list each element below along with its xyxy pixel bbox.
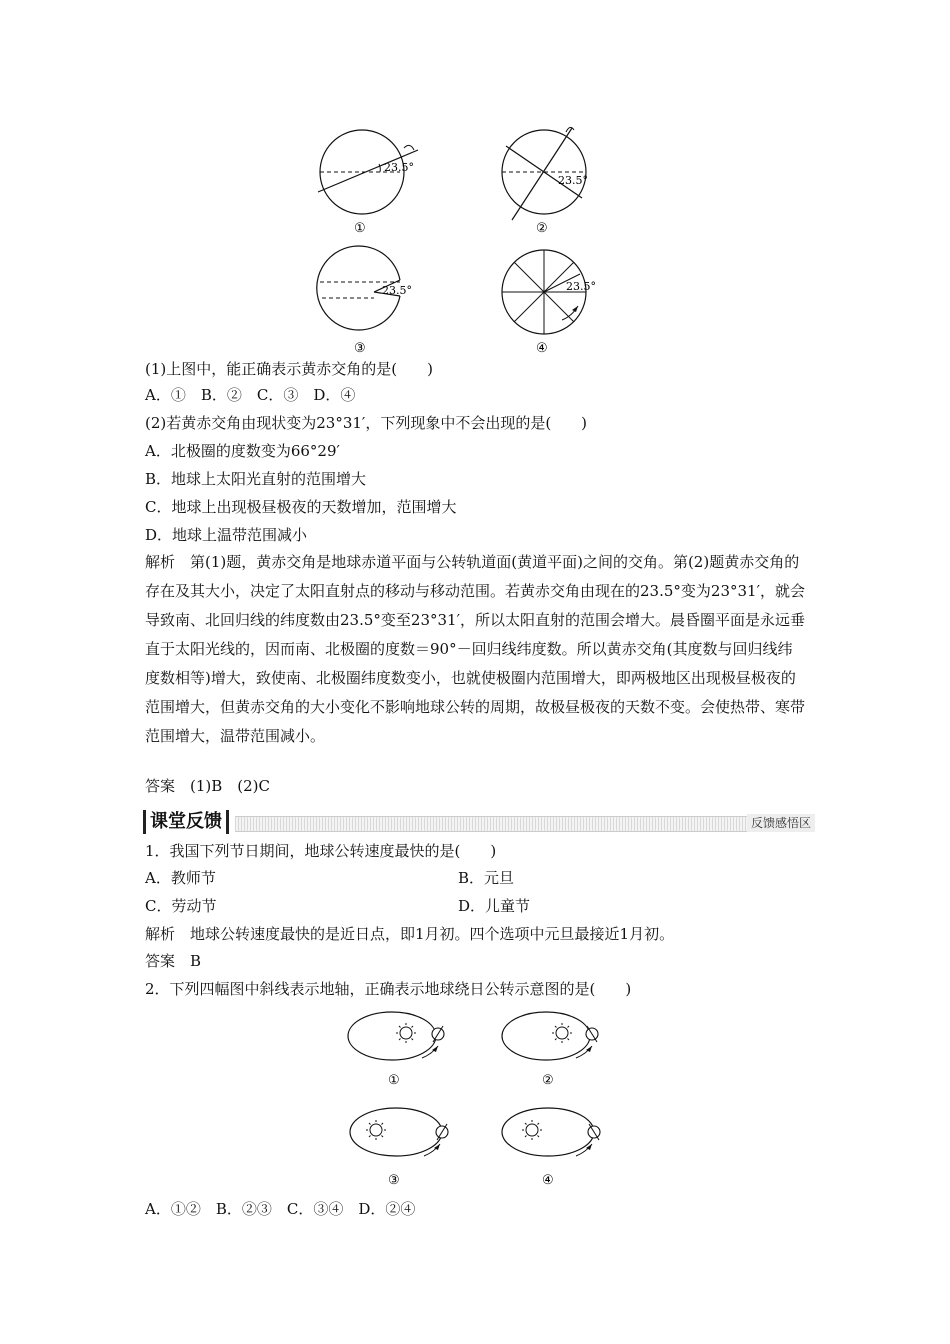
- orbit-label-4: ④: [542, 1173, 554, 1188]
- section-banner: [143, 810, 815, 834]
- q2-stem: (2)若黄赤交角由现状变为23°31′，下列现象中不会出现的是( ): [145, 414, 588, 432]
- angle-label-1: 23.5°: [384, 161, 414, 174]
- answer-1: 答案 (1)B (2)C: [145, 777, 270, 795]
- orbit-label-2: ②: [542, 1073, 554, 1088]
- fb1-option-c: C．劳动节: [145, 897, 217, 915]
- banner-bar: [235, 816, 815, 832]
- q2-option-d: D．地球上温带范围减小: [145, 526, 308, 544]
- diagram-label-3: ③: [354, 341, 366, 356]
- diagram-1: [318, 130, 418, 214]
- diagram-label-4: ④: [536, 341, 548, 356]
- q2-option-c: C．地球上出现极昼极夜的天数增加，范围增大: [145, 498, 457, 516]
- banner-right-label: 反馈感悟区: [747, 814, 815, 832]
- q2-option-a: A．北极圈的度数变为66°29′: [145, 442, 340, 460]
- sun-icon: [370, 1124, 382, 1136]
- diagram-2: [502, 127, 588, 220]
- orbit-diagram-4: [502, 1108, 600, 1156]
- fb1-option-a: A．教师节: [145, 869, 216, 887]
- banner-title: 课堂反馈: [143, 810, 229, 834]
- sun-icon: [400, 1027, 412, 1039]
- q2-option-b: B．地球上太阳光直射的范围增大: [145, 470, 367, 488]
- q1-stem: (1)上图中，能正确表示黄赤交角的是( ): [145, 360, 433, 378]
- fb1-answer: 答案 B: [145, 952, 202, 970]
- fb2-stem: 2．下列四幅图中斜线表示地轴，正确表示地球绕日公转示意图的是( ): [145, 980, 632, 998]
- orbit-diagram-1: [348, 1012, 444, 1060]
- sun-icon: [526, 1124, 538, 1136]
- analysis-1: 解析 第(1)题，黄赤交角是地球赤道平面与公转轨道面(黄道平面)之间的交角。第(2)题黄赤交角的存在及其大小，决定了太阳直射点的移动与移动范围。若黄赤交角由现在的23.5°变为23°31′，就会导致南、北回归线的纬度数由23.5°变至23°31′，所以太阳直射的范围会增大。晨昏圈平面是永远垂直于太阳光线的，因而南、北极圈的度数＝90°－回归线纬度数。所以黄赤交角(其度数与回归线纬度数相等)增大，致使南、北极圈纬度数变小，也就使极圈内范围增大，即两极地区出现极昼极夜的范围增大，但黄赤交角的大小变化不影响地球公转的周期，故极昼极夜的天数不变。会使热带、寒带范围增大，温带范围减小。: [145, 553, 806, 745]
- angle-label-4: 23.5°: [566, 280, 596, 293]
- fb1-analysis: 解析 地球公转速度最快的是近日点，即1月初。四个选项中元旦最接近1月初。: [145, 925, 675, 943]
- angle-label-3: 23.5°: [382, 284, 412, 297]
- orbit-diagram-3: [350, 1108, 448, 1156]
- figure-obliquity-diagram: [300, 120, 620, 360]
- diagram-label-2: ②: [536, 221, 548, 236]
- figure-orbit-diagram: [340, 1006, 620, 1190]
- sun-icon: [556, 1027, 568, 1039]
- fb1-option-d: D．儿童节: [458, 897, 531, 915]
- orbit-label-1: ①: [388, 1073, 400, 1088]
- q1-options: A．① B．② C．③ D．④: [145, 386, 356, 404]
- orbit-label-3: ③: [388, 1173, 400, 1188]
- fb2-options: A．①② B．②③ C．③④ D．②④: [145, 1200, 416, 1218]
- diagram-3: [317, 246, 412, 330]
- orbit-diagram-2: [502, 1012, 598, 1060]
- angle-label-2: 23.5°: [558, 174, 588, 187]
- fb1-stem: 1．我国下列节日期间，地球公转速度最快的是( ): [145, 842, 497, 860]
- diagram-4: [502, 250, 596, 334]
- fb1-option-b: B．元旦: [458, 869, 515, 887]
- diagram-label-1: ①: [354, 221, 366, 236]
